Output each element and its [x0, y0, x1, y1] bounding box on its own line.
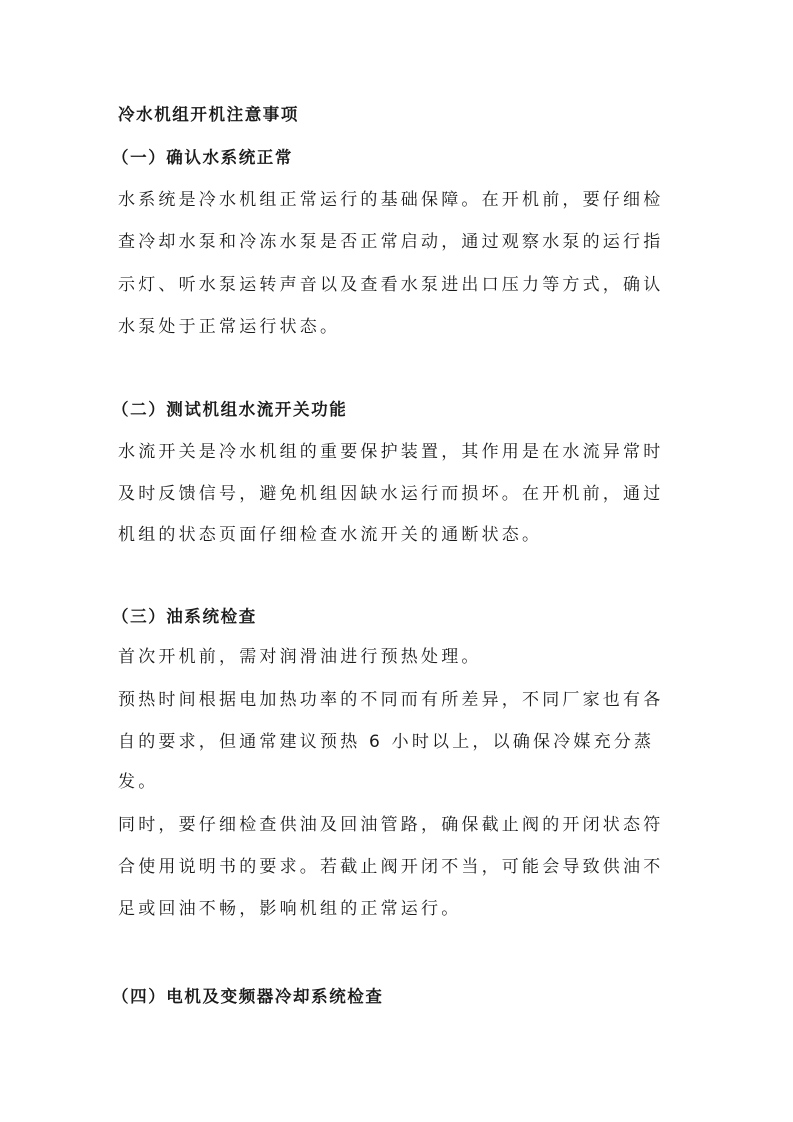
section-3-line-6: 合使用说明书的要求。若截止阀开闭不当，可能会导致供油不 — [118, 857, 664, 877]
section-4-heading: （四）电机及变频器冷却系统检查 — [112, 987, 384, 1006]
section-3-line-4: 发。 — [118, 772, 159, 792]
section-3-line-1: 首次开机前，需对润滑油进行预热处理。 — [118, 647, 482, 667]
section-2-line-3: 机组的状态页面仔细检查水流开关的通断状态。 — [118, 525, 543, 545]
section-1-line-1: 水系统是冷水机组正常运行的基础保障。在开机前，要仔细检 — [118, 190, 664, 210]
section-1-line-4: 水泵处于正常运行状态。 — [118, 317, 341, 337]
section-1-line-3: 示灯、听水泵运转声音以及查看水泵进出口压力等方式，确认 — [118, 275, 664, 295]
section-2-heading: （二）测试机组水流开关功能 — [112, 400, 348, 419]
section-3-heading: （三）油系统检查 — [112, 607, 257, 626]
section-2-line-2: 及时反馈信号，避免机组因缺水运行而损坏。在开机前，通过 — [118, 484, 664, 504]
section-3-line-5: 同时，要仔细检查供油及回油管路，确保截止阀的开闭状态符 — [118, 815, 664, 835]
section-1-heading: （一）确认水系统正常 — [112, 148, 293, 167]
section-3-line-2: 预热时间根据电加热功率的不同而有所差异，不同厂家也有各 — [118, 690, 664, 710]
section-3-line-3: 自的要求，但通常建议预热 6 小时以上，以确保冷媒充分蒸 — [118, 732, 655, 752]
section-3-line-7: 足或回油不畅，影响机组的正常运行。 — [118, 899, 462, 919]
section-2-line-1: 水流开关是冷水机组的重要保护装置，其作用是在水流异常时 — [118, 442, 664, 462]
document-title: 冷水机组开机注意事项 — [118, 105, 299, 124]
section-1-line-2: 查冷却水泵和冷冻水泵是否正常启动，通过观察水泵的运行指 — [118, 232, 664, 252]
